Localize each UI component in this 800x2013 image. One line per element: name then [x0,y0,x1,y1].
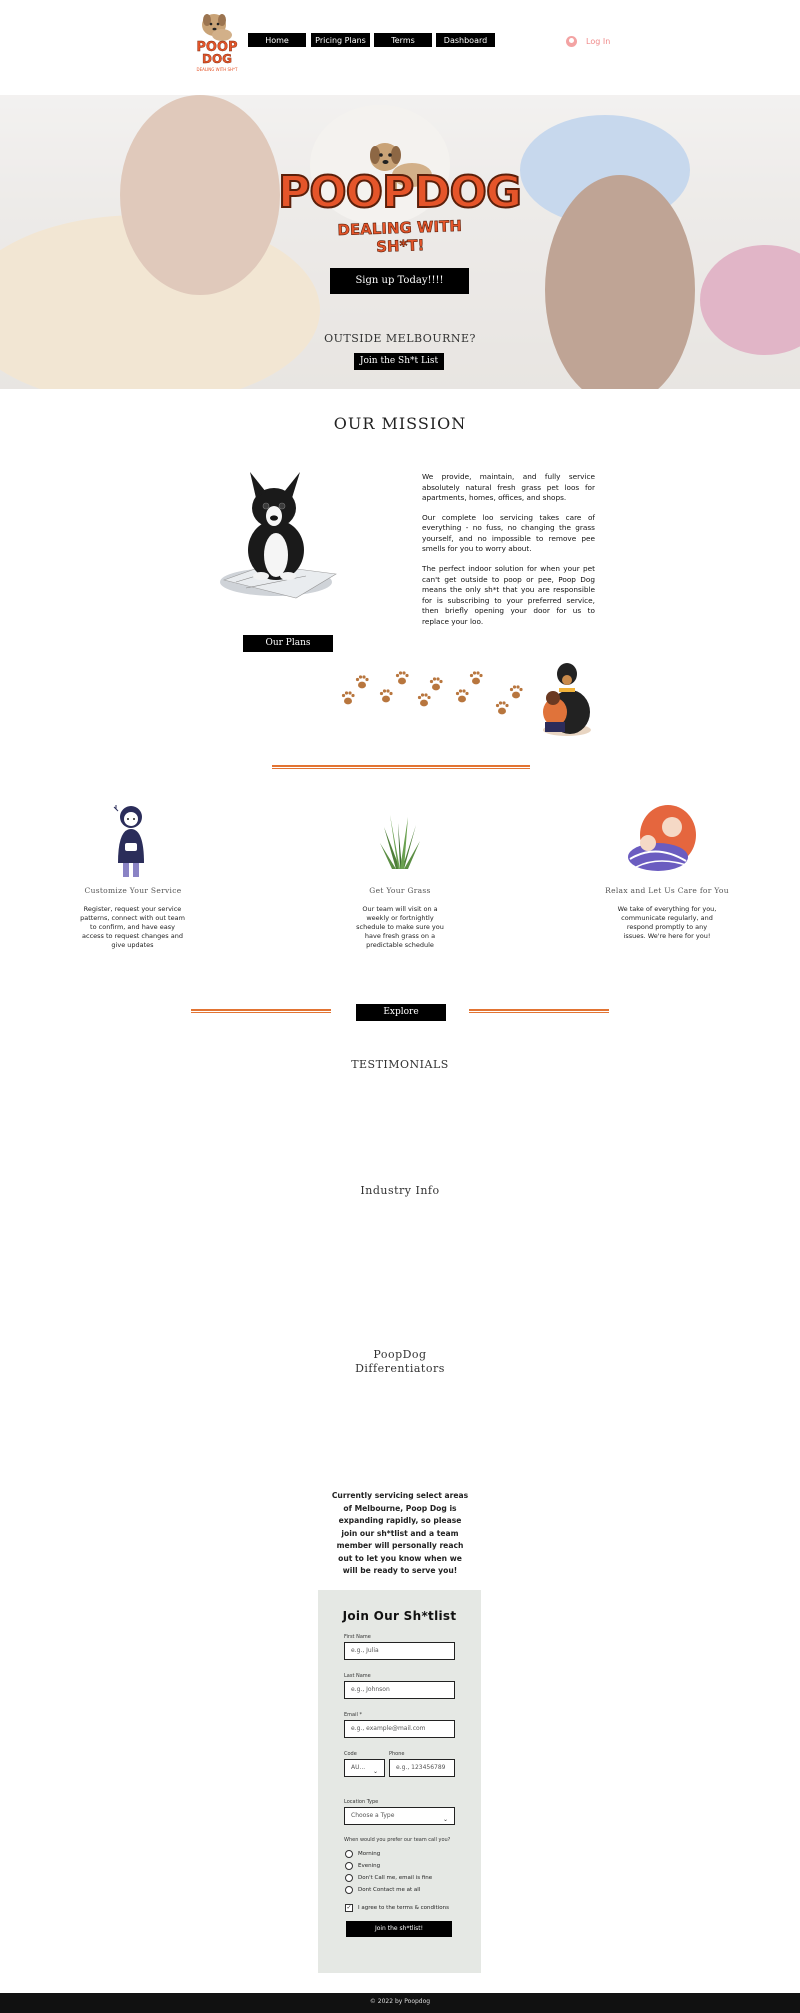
radio-circle[interactable] [345,1874,353,1882]
paw-prints-icon [338,668,528,720]
signup-button[interactable]: Sign up Today!!!! [330,268,469,294]
phone-label: Phone [389,1751,405,1757]
service-title: Get Your Grass [369,886,431,895]
first-name-field[interactable]: e.g., Julia [344,1642,455,1660]
last-name-field[interactable]: e.g., Johnson [344,1681,455,1699]
email-field[interactable]: e.g., example@mail.com [344,1720,455,1738]
nav-home[interactable]: Home [247,32,307,48]
radio-circle[interactable] [345,1850,353,1858]
chevron-down-icon: ⌄ [442,1816,448,1823]
country-code-select[interactable] [344,1759,385,1777]
explore-button[interactable]: Explore [356,1004,446,1021]
country-code-value: AU... [351,1764,366,1771]
radio-label: Dont Contact me at all [358,1886,421,1893]
hero-tagline: DEALING WITH SH*T! [337,216,463,256]
terms-agreement[interactable] [345,1904,449,1912]
divider-line [191,1009,331,1013]
hero-banner [0,95,800,389]
service-title: Customize Your Service [84,886,182,895]
radio-option-no-contact[interactable] [345,1885,420,1894]
join-shitlist-submit-button[interactable]: Join the sh*tlist! [346,1921,452,1937]
mission-paragraph: We provide, maintain, and fully service absolutely natural fresh grass pet loos for apartments, homes, offices, and shops. [422,472,595,503]
location-type-label: Location Type [344,1799,379,1805]
avatar-icon [566,36,577,47]
servicing-notice: Currently servicing select areas of Melbourne, Poop Dog is expanding rapidly, so please join our sh*tlist and a team member will personally reach out to let you know when we will be ready to serve you! [331,1491,469,1576]
svg-text:DOG: DOG [201,52,233,66]
radio-option-morning[interactable] [345,1849,380,1858]
grass-icon [380,813,420,869]
svg-text:POOP: POOP [196,40,238,55]
relax-icon [626,803,700,875]
email-label: Email * [344,1712,362,1718]
divider-line [469,1009,609,1013]
site-header [0,0,800,95]
location-type-select[interactable] [344,1807,455,1825]
radio-label: Don't Call me, email is fine [358,1874,433,1881]
call-preference-question: When would you prefer our team call you? [344,1837,451,1843]
form-title: Join Our Sh*tlist [342,1609,457,1623]
radio-circle[interactable] [345,1862,353,1870]
service-description: Register, request your service patterns, connect with out team to confirm, and have easy access to request changes and give updates [80,905,185,950]
poop-dog-logo[interactable] [192,7,242,73]
mission-description [422,472,595,637]
phone-field[interactable]: e.g., 123456789 [389,1759,455,1777]
terms-label: I agree to the terms & conditions [358,1905,449,1911]
boston-terrier-photo [216,470,342,602]
first-name-label: First Name [344,1634,371,1640]
svg-text:DEALING WITH SH*T: DEALING WITH SH*T [196,67,238,72]
hero-logo-word-dog: DOG [413,167,521,218]
our-plans-button[interactable]: Our Plans [243,635,333,652]
mission-paragraph: Our complete loo servicing takes care of everything - no fuss, no changing the grass yourself, and no impossible to remove pee smells for you to worry about. [422,512,595,554]
radio-label: Morning [358,1850,381,1857]
hero-logo-word-poop: POOP [278,167,414,218]
outside-melbourne-text: OUTSIDE MELBOURNE? [324,332,476,345]
nav-terms[interactable]: Terms [373,32,433,48]
footer-copyright: © 2022 by Poopdog [369,1998,431,2005]
divider-line [272,765,530,769]
testimonials-title: TESTIMONIALS [351,1058,449,1071]
radio-circle[interactable] [345,1886,353,1894]
service-title: Relax and Let Us Care for You [605,886,729,895]
radio-option-evening[interactable] [345,1861,380,1870]
site-footer [0,1993,800,2013]
radio-option-email[interactable] [345,1873,432,1882]
mission-paragraph: The perfect indoor solution for when your pet can't get outside to poop or pee, Poop Dog means the only sh*t that you are responsible for is subscribing to your preferred service, then briefly opening your door for us to replace your loo. [422,564,595,626]
hero-logo-wordmark [278,167,521,218]
differentiators-title: PoopDog Differentiators [355,1348,445,1376]
nav-dashboard[interactable]: Dashboard [435,32,496,48]
service-description: We take of everything for you, communicate regularly, and respond promptly to any issues. We're here for you! [617,905,717,941]
login-button[interactable] [566,34,610,48]
terms-checkbox[interactable]: ✓ [346,1904,352,1911]
person-icon [110,803,152,879]
radio-label: Evening [358,1862,381,1869]
chevron-down-icon: ⌄ [372,1768,378,1775]
login-label: Log In [586,36,611,46]
join-shitlist-button[interactable]: Join the Sh*t List [354,353,444,370]
industry-info-title: Industry Info [360,1184,440,1197]
shitlist-form [318,1590,481,1973]
dog-hug-illustration-icon [537,660,597,740]
code-label: Code [344,1751,357,1757]
service-description: Our team will visit on a weekly or fortnightly schedule to make sure you have fresh grass on a predictable schedule [356,905,444,950]
last-name-label: Last Name [344,1673,371,1679]
nav-pricing-plans[interactable]: Pricing Plans [310,32,371,48]
location-type-value: Choose a Type [351,1812,395,1819]
mission-title: OUR MISSION [333,414,467,433]
